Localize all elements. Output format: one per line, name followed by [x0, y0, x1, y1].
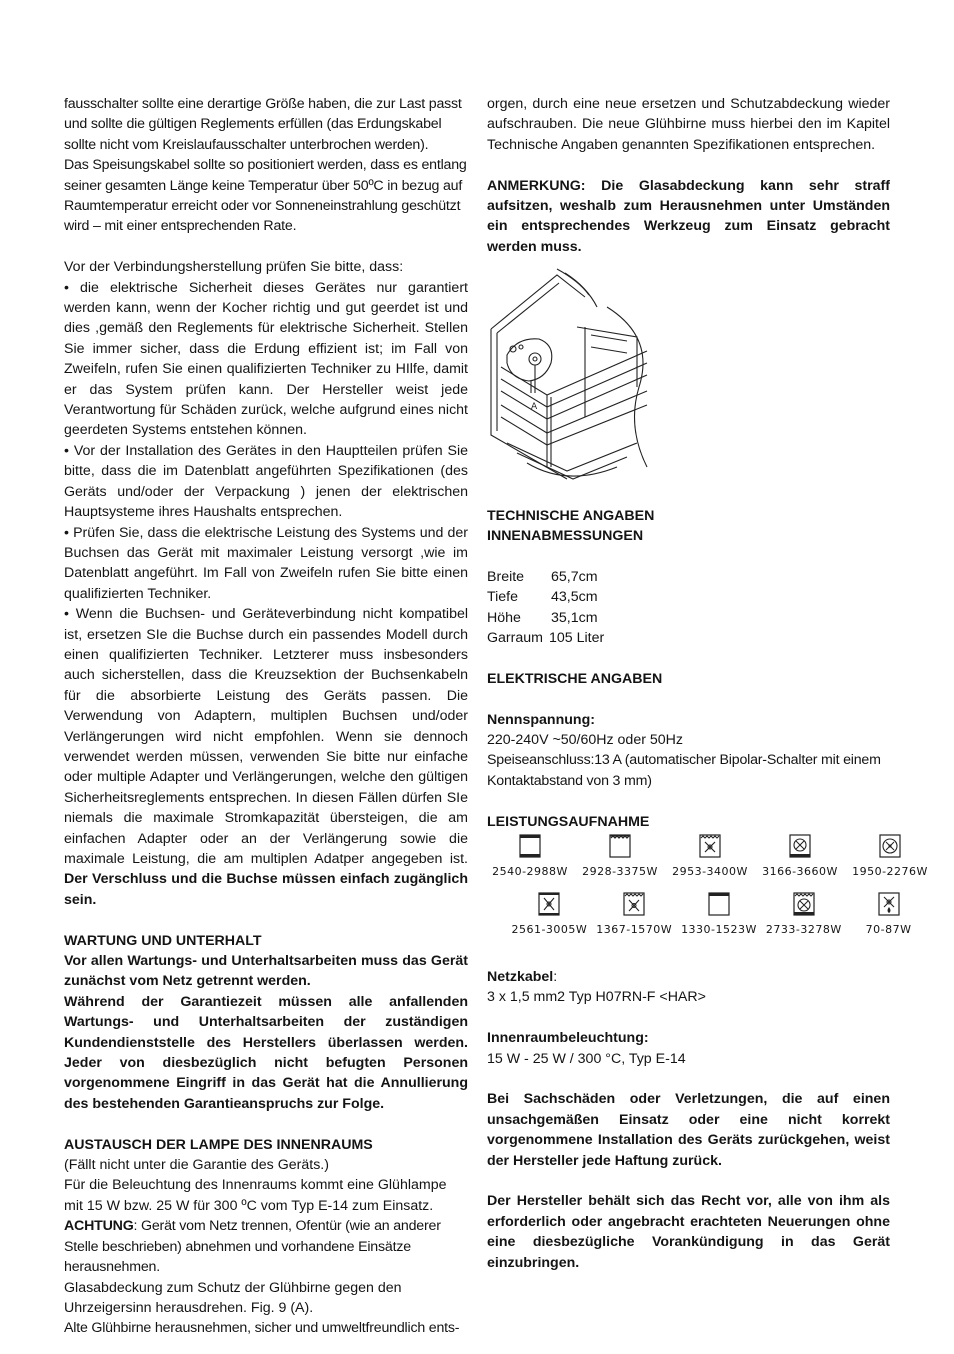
fan-top-bottom-heat-icon — [538, 892, 560, 916]
power-cable-colon: : — [553, 968, 558, 985]
heading-power-consumption: LEISTUNGSAUFNAHME — [487, 813, 650, 830]
paragraph-anmerkung: ANMERKUNG: Die Glasabdeckung kann sehr straff aufsitzen, weshalb zum Herausnehmen unter Umständen ein entsprechendes Werkzeug zum Einsatz gebracht werden muss. — [487, 177, 890, 255]
label-power-cable: Netzkabel — [487, 968, 554, 985]
power-mode-watts: 70-87W — [865, 923, 912, 937]
left-column — [64, 94, 468, 1339]
label-interior-lighting: Innenraumbeleuchtung: — [487, 1030, 649, 1047]
dimension-row — [487, 567, 890, 587]
heading-lamp-replacement: AUSTAUSCH DER LAMPE DES INNENRAUMS — [64, 1136, 373, 1153]
heading-electrical-data: ELEKTRISCHE ANGABEN — [487, 670, 663, 687]
heading-technical-data: TECHNISCHE ANGABEN — [487, 507, 655, 524]
power-mode-watts: 3166-3660W — [762, 865, 838, 879]
paragraph-supply-cable: Das Speisungskabel sollte so positioniert werden, dass es entlang seiner gesamten Länge keine Temperatur über 50ºC in bezug auf Raumtemperatur erreicht oder vor Sonneneinstrahlung geschützt wird – mit einer entsprechenden Rate. — [64, 157, 467, 235]
power-mode — [667, 834, 753, 882]
power-mode-watts: 2540-2988W — [492, 865, 568, 879]
hot-air-fan-icon — [879, 834, 901, 858]
paragraph-rights-reserved: Der Hersteller behält sich das Recht vor, alle von ihm als erforderlich oder angebracht erachteten Neuerungen ohne eine diesbezügliche Vorankündigung in das Gerät einzubringen. — [487, 1193, 890, 1271]
achtung-text: : Gerät vom Netz trennen, Ofentür (wie an anderer Stelle beschrieben) abnehmen und vorhandene Einsätze herausnehmen. — [64, 1218, 441, 1276]
dimension-value: 35,1cm — [551, 609, 598, 626]
paragraph-lamp-spec: Für die Beleuchtung des Innenraums kommt eine Glühlampe mit 15 W bzw. 25 W für 300 ºC vom Typ E-14 zum Einsatz. — [64, 1177, 447, 1214]
value-nominal-voltage: 220-240V ~50/60Hz oder 50Hz — [487, 732, 683, 749]
bullet-socket — [64, 604, 468, 910]
dimensions-table — [487, 567, 890, 649]
value-power-cable: 3 x 1,5 mm2 Typ H07RN-F <HAR> — [487, 989, 706, 1006]
grill-fan-combi-icon — [793, 892, 815, 916]
paragraph-power-cable — [487, 967, 890, 987]
dimension-value: 65,7cm — [551, 568, 598, 585]
power-mode — [761, 892, 846, 940]
power-mode-watts: 2953-3400W — [672, 865, 748, 879]
dimension-label: Breite — [487, 568, 525, 585]
fan-bottom-heat-icon — [789, 834, 811, 858]
power-mode — [577, 834, 663, 882]
bullet-specifications: • Vor der Installation des Gerätes in den Hauptteilen prüfen Sie bitte, dass die im Datenblatt angeführten Spezifikationen (des Geräts und/oder der Verpackung ) jenen der elektrischen Hauptsysteme ihres Haushalts entsprechen. — [64, 442, 468, 521]
dimension-row — [487, 587, 890, 607]
heading-wartung: WARTUNG UND UNTERHALT — [64, 932, 262, 949]
top-bottom-heat-icon — [519, 834, 541, 858]
label-nominal-voltage: Nennspannung: — [487, 711, 595, 728]
bullet-grounding: • die elektrische Sicherheit dieses Gerätes nur garantiert werden kann, wenn der Kocher richtig und gut geerdet ist und dies ,gemäß den Reglements für elektrische Sicherheit. Stellen Sie immer sicher, dass die Erdung effizient ist; im Fall von Zweifeln, rufen Sie einen qualifizierten Techniker zu HIlfe, damit er das System prüfen kann. Der Hersteller weist jede Verantwortung für Schäden zurück, welche aufgrund eines nicht geerdeten Systems entstehen können. — [64, 279, 468, 439]
paragraph-achtung — [64, 1216, 468, 1277]
paragraph-glass-cover: Glasabdeckung zum Schutz der Glühbirne gegen den Uhrzeigersinn herausdrehen. Fig. 9 (A). — [64, 1279, 402, 1316]
bullet-socket-text: • Wenn die Buchsen- und Geräteverbindung nicht kompatibel ist, ersetzen SIe die Buchse durch ein passendes Modell durch einen qualifizierten Techniker. Letzterer muss insbesonders auch sicherstellen, dass die Kreuzsektion der Buchsenkabeln für die absorbierte Leistung des Geräts passen. Die Verwendung von Adaptern, multiplen Buchsen und/oder Verlängerungen wird nicht empfohlen. Wenn sie dennoch verwendet werden müssen, verwenden Sie bitte nur einfache oder multiple Adapter und Verlängerungen, welche den gültigen Sicherheitsreglements entsprechen. In diesen Fällen dürfen SIe niemals die maximale Stromkapazität übersteigen, die am einfachen Adapter oder an der Verlängerung sowie die maximale Leistung, die am multiplen Adatper angegeben ist. — [64, 606, 468, 868]
grill-fan-icon — [699, 834, 721, 858]
power-modes-row-1 — [487, 834, 933, 882]
achtung-label: ACHTUNG — [64, 1218, 134, 1235]
power-modes-row-2 — [507, 892, 931, 940]
paragraph-old-bulb: Alte Glühbirne herausnehmen, sicher und umweltfreundlich ents- — [64, 1320, 460, 1337]
power-mode — [757, 834, 843, 882]
power-mode-watts: 1330-1523W — [681, 923, 757, 937]
dimension-label: Garraum — [487, 630, 543, 647]
power-mode — [507, 892, 592, 940]
paragraph-supply-connection: Speiseanschluss:13 A (automatischer Bipolar-Schalter mit einem Kontaktabstand von 3 mm) — [487, 752, 881, 789]
dimension-label: Höhe — [487, 609, 521, 626]
paragraph-liability: Bei Sachschäden oder Verletzungen, die auf einen unsachgemäßen Einsatz oder eine nicht korrekt vorgenommene Installation des Geräts zurückgehen, weist der Hersteller jede Haftung zurück. — [487, 1091, 890, 1169]
bottom-heat-icon — [708, 892, 730, 916]
bullet-socket-bold: Der Verschluss und die Buchse müssen einfach zugänglich sein. — [64, 871, 468, 908]
oven-lamp-figure — [487, 267, 653, 493]
power-mode — [677, 892, 762, 940]
paragraph-wartung-disconnect: Vor allen Wartungs- und Unterhaltsarbeiten muss das Gerät zunächst vom Netz getrennt werden. — [64, 953, 468, 990]
figure-label-a: A — [531, 402, 538, 413]
bullet-power: • Prüfen Sie, dass die elektrische Leistung des Systems und der Buchsen das Gerät mit maximaler Leistung versorgt ,wie im Datenblatt angeführt. Im Fall von Zweifeln rufen Sie bitte einen qualifizierten Techniker. — [64, 524, 468, 602]
dimension-value: 105 Liter — [548, 630, 605, 647]
power-mode-watts: 2928-3375W — [582, 865, 658, 879]
power-mode — [846, 892, 931, 940]
power-mode — [847, 834, 933, 882]
paragraph-lamp-warranty-note: (Fällt nicht unter die Garantie des Geräts.) — [64, 1157, 329, 1174]
paragraph-check-intro: Vor der Verbindungsherstellung prüfen Sie bitte, dass: — [64, 259, 404, 276]
power-mode-watts: 2733-3278W — [765, 923, 842, 937]
power-mode — [592, 892, 677, 940]
value-interior-lighting: 15 W - 25 W / 300 °C, Typ E-14 — [487, 1050, 686, 1067]
dimension-value: 43,5cm — [551, 589, 598, 606]
power-mode-watts: 1367-1570W — [596, 923, 673, 937]
fan-grill-icon — [623, 892, 645, 916]
right-column — [487, 94, 928, 1273]
dimension-row — [487, 608, 890, 628]
defrost-icon — [878, 892, 900, 916]
power-mode-watts: 1950-2276W — [852, 865, 928, 879]
top-heat-grill-icon — [609, 834, 631, 858]
paragraph-fuse-switch: fausschalter sollte eine derartige Größe haben, die zur Last passt und sollte die gültigen Reglements erfüllen (das Erdungskabel sollte nicht vom Kreislaufausschalter unterbrochen werden). — [64, 96, 462, 153]
dimension-label: Tiefe — [487, 589, 519, 606]
dimension-row — [487, 628, 890, 648]
power-mode — [487, 834, 573, 882]
paragraph-wartung-warranty: Während der Garantiezeit müssen alle anfallenden Wartungs- und Unterhaltsarbeiten der zuständigen Kundendienststelle des Herstellers überlassen werden. Jeder von diesbezüglich nicht befugten Personen vorgenommene Eingriff in das Gerät hat die Annullierung des bestehenden Garantieanspruchs zur Folge. — [64, 993, 468, 1112]
paragraph-new-bulb: orgen, durch eine neue ersetzen und Schutzabdeckung wieder aufschrauben. Die neue Glühbirne muss hierbei den im Kapitel Technische Angaben genannten Spezifikationen entsprechen. — [487, 96, 890, 153]
power-mode-watts: 2561-3005W — [511, 923, 588, 937]
heading-interior-dimensions: INNENABMESSUNGEN — [487, 528, 644, 545]
